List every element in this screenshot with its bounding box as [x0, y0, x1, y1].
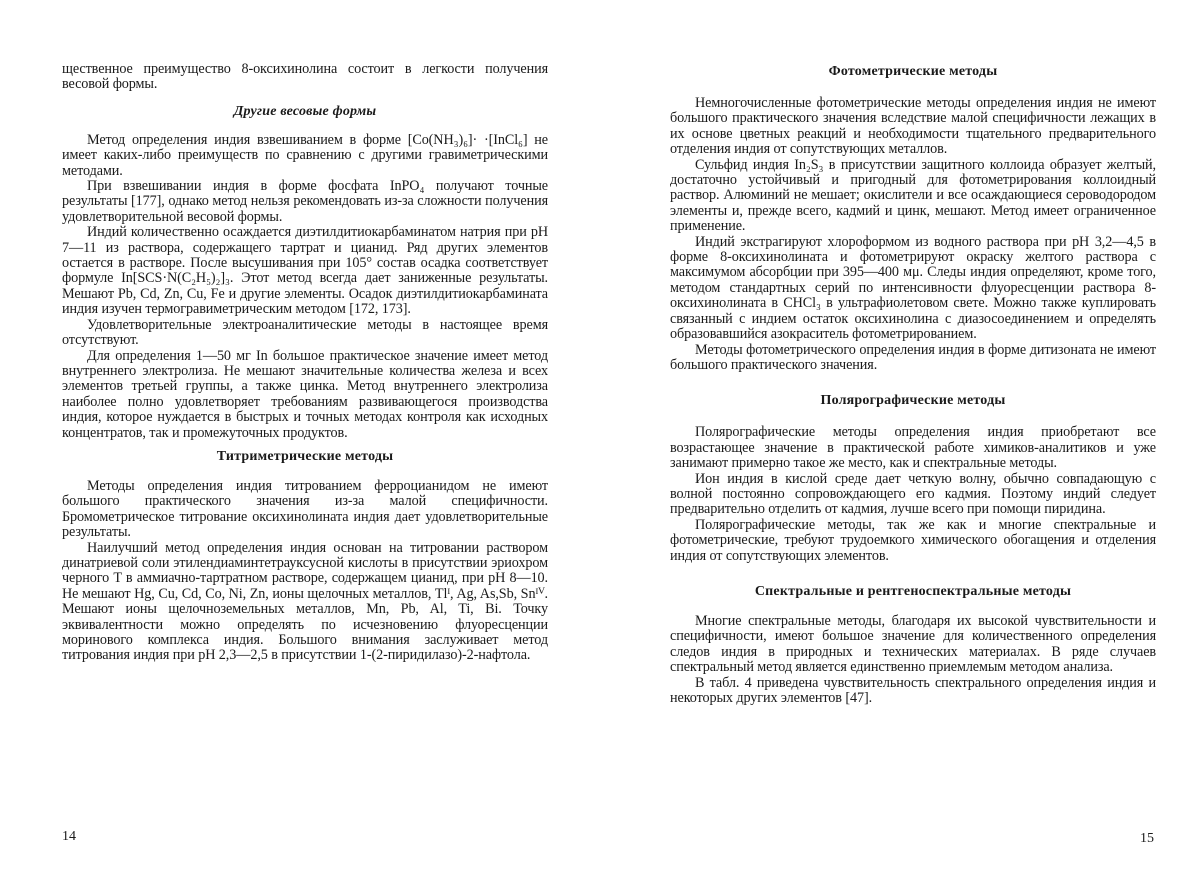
heading-photometric-methods: Фотометрические методы — [828, 64, 998, 79]
heading-spectral-methods: Спектральные и рентгеноспектральные методы — [754, 583, 1072, 599]
page-number-right: 15 — [1140, 831, 1154, 846]
paragraph: Полярографические методы определения индия приобретают все возрастающее значение в практической работе химиков-аналитиков и уже занимают примерно такое же место, как и спектральные методы. — [670, 424, 1156, 472]
page-number-left: 14 — [62, 829, 76, 844]
paragraph: Немногочисленные фотометрические методы определения индия не имеют большого практического значения вследствие малой специфичности лежащих в их основе цветных реакций и необходимости тщательного предварительного отделения индия от сопутствующих металлов. — [670, 95, 1156, 158]
paragraph: Наилучший метод определения индия основан на титровании раствором динатриевой соли этилендиаминтетрауксусной кислоты в присутствии эриохром черного T в аммиачно-тартратном растворе, содержащем цианид, при pH 8—10. Не мешают Hg, Cu, Cd, Co, Ni, Zn, ионы щелочных металлов, Tlᴵ, Ag, As,Sb, Snᴵⱽ. Мешают ионы щелочноземельных металлов, Mn, Pb, Al, Ti, Bi. Точку эквивалентности можно определять по исчезновению флуоресценции моринового комплекса индия. Большого внимания заслуживает метод титрования индия при pH 2,3—2,5 в присутствии 1-(2-пиридилазо)-2-нафтола. — [62, 539, 548, 664]
paragraph: Ион индия в кислой среде дает четкую волну, обычно совпадающую с волной постоянно сопровождающего его кадмия. Поэтому индий следует предварительно отделить от кадмия, лучше всего при помощи пиридина. — [670, 470, 1156, 518]
paragraph: Для определения 1—50 мг In большое практическое значение имеет метод внутреннего электролиза. Не мешают значительные количества железа и всех элементов третьей группы, а также цинка. Метод внутреннего электролиза наиболее полно удовлетворяет требованиям развивающегося производства индия, которое нуждается в быстрых и точных методах контроля как исходных концентратов, так и промежуточных продуктов. — [62, 347, 548, 441]
paragraph: Многие спектральные методы, благодаря их высокой чувствительности и специфичности, имеют большое значение для количественного определения следов индия в природных и технических материалах. В ряде случаев спектральный метод является единственно приемлемым методом анализа. — [670, 612, 1156, 676]
paragraph: В табл. 4 приведена чувствительность спектрального определения индия и некоторых других элементов [47]. — [670, 674, 1156, 706]
paragraph: Сульфид индия In₂S₃ в присутствии защитного коллоида образует желтый, достаточно устойчивый и пригодный для фотометрирования коллоидный раствор. Алюминий не мешает; окислители и все осаждающиеся сероводородом элементы и, прежде всего, кадмий и цинк, мешают. Метод имеет ограниченное применение. — [670, 156, 1156, 235]
paragraph: При взвешивании индия в форме фосфата InPO₄ получают точные результаты [177], однако метод нельзя рекомендовать из-за сложности получения удовлетворительной весовой формы. — [62, 178, 548, 225]
heading-other-weight-forms: Другие весовые формы — [233, 103, 377, 119]
paragraph: Метод определения индия взвешиванием в форме [Co(NH₃)₆]· ·[InCl₆] не имеет каких-либо преимуществ по сравнению с другими гравиметрическими методами. — [62, 131, 548, 179]
paragraph: Методы определения индия титрованием ферроцианидом не имеют большого практического значения из-за малой специфичности. Бромометрическое титрование оксихинолината индия дает удовлетворительные результаты. — [62, 477, 548, 541]
paragraph: Полярографические методы, так же как и многие спектральные и фотометрические, требуют трудоемкого химического обогащения и отделения индия от сопутствующих элементов. — [670, 516, 1156, 564]
paragraph: Удовлетворительные электроаналитические методы в настоящее время отсутствуют. — [62, 316, 548, 349]
left-page — [62, 0, 548, 664]
intro-paragraph: щественное преимущество 8-оксихинолина состоит в легкости получения весовой формы. — [62, 61, 548, 93]
heading-titrimetric-methods: Титриметрические методы — [216, 448, 394, 464]
paragraph: Индий экстрагируют хлороформом из водного раствора при pH 3,2—4,5 в форме 8-оксихинолината и фотометрируют окраску желтого раствора с максимумом абсорбции при 395—400 мμ. Следы индия определяют, кроме того, методом стандартных серий по интенсивности флуоресценции раствора 8-оксихинолината в CHCl₃ в ультрафиолетовом свете. Можно также куплировать связанный с индием остаток оксихинолина с диазосоединением и определять образовавшийся азокраситель фотометрированием. — [670, 233, 1156, 343]
paragraph: Методы фотометрического определения индия в форме дитизоната не имеют большого практического значения. — [670, 341, 1156, 373]
paragraph: Индий количественно осаждается диэтилдитиокарбаминатом натрия при pH 7—11 из раствора, содержащего тартрат и цианид. Ряд других элементов остается в растворе. После высушивания при 105° состав осадка соответствует формуле In[SCS·N(C₂H₅)₂]₃. Этот метод всегда дает заниженные результаты. Мешают Pb, Cd, Zn, Cu, Fe и другие элементы. Осадок диэтилдитиокарбамината индия изучен термогравиметрическим методом [172, 173]. — [62, 224, 548, 318]
heading-polarographic-methods: Полярографические методы — [820, 393, 1006, 409]
right-page — [670, 0, 1156, 706]
